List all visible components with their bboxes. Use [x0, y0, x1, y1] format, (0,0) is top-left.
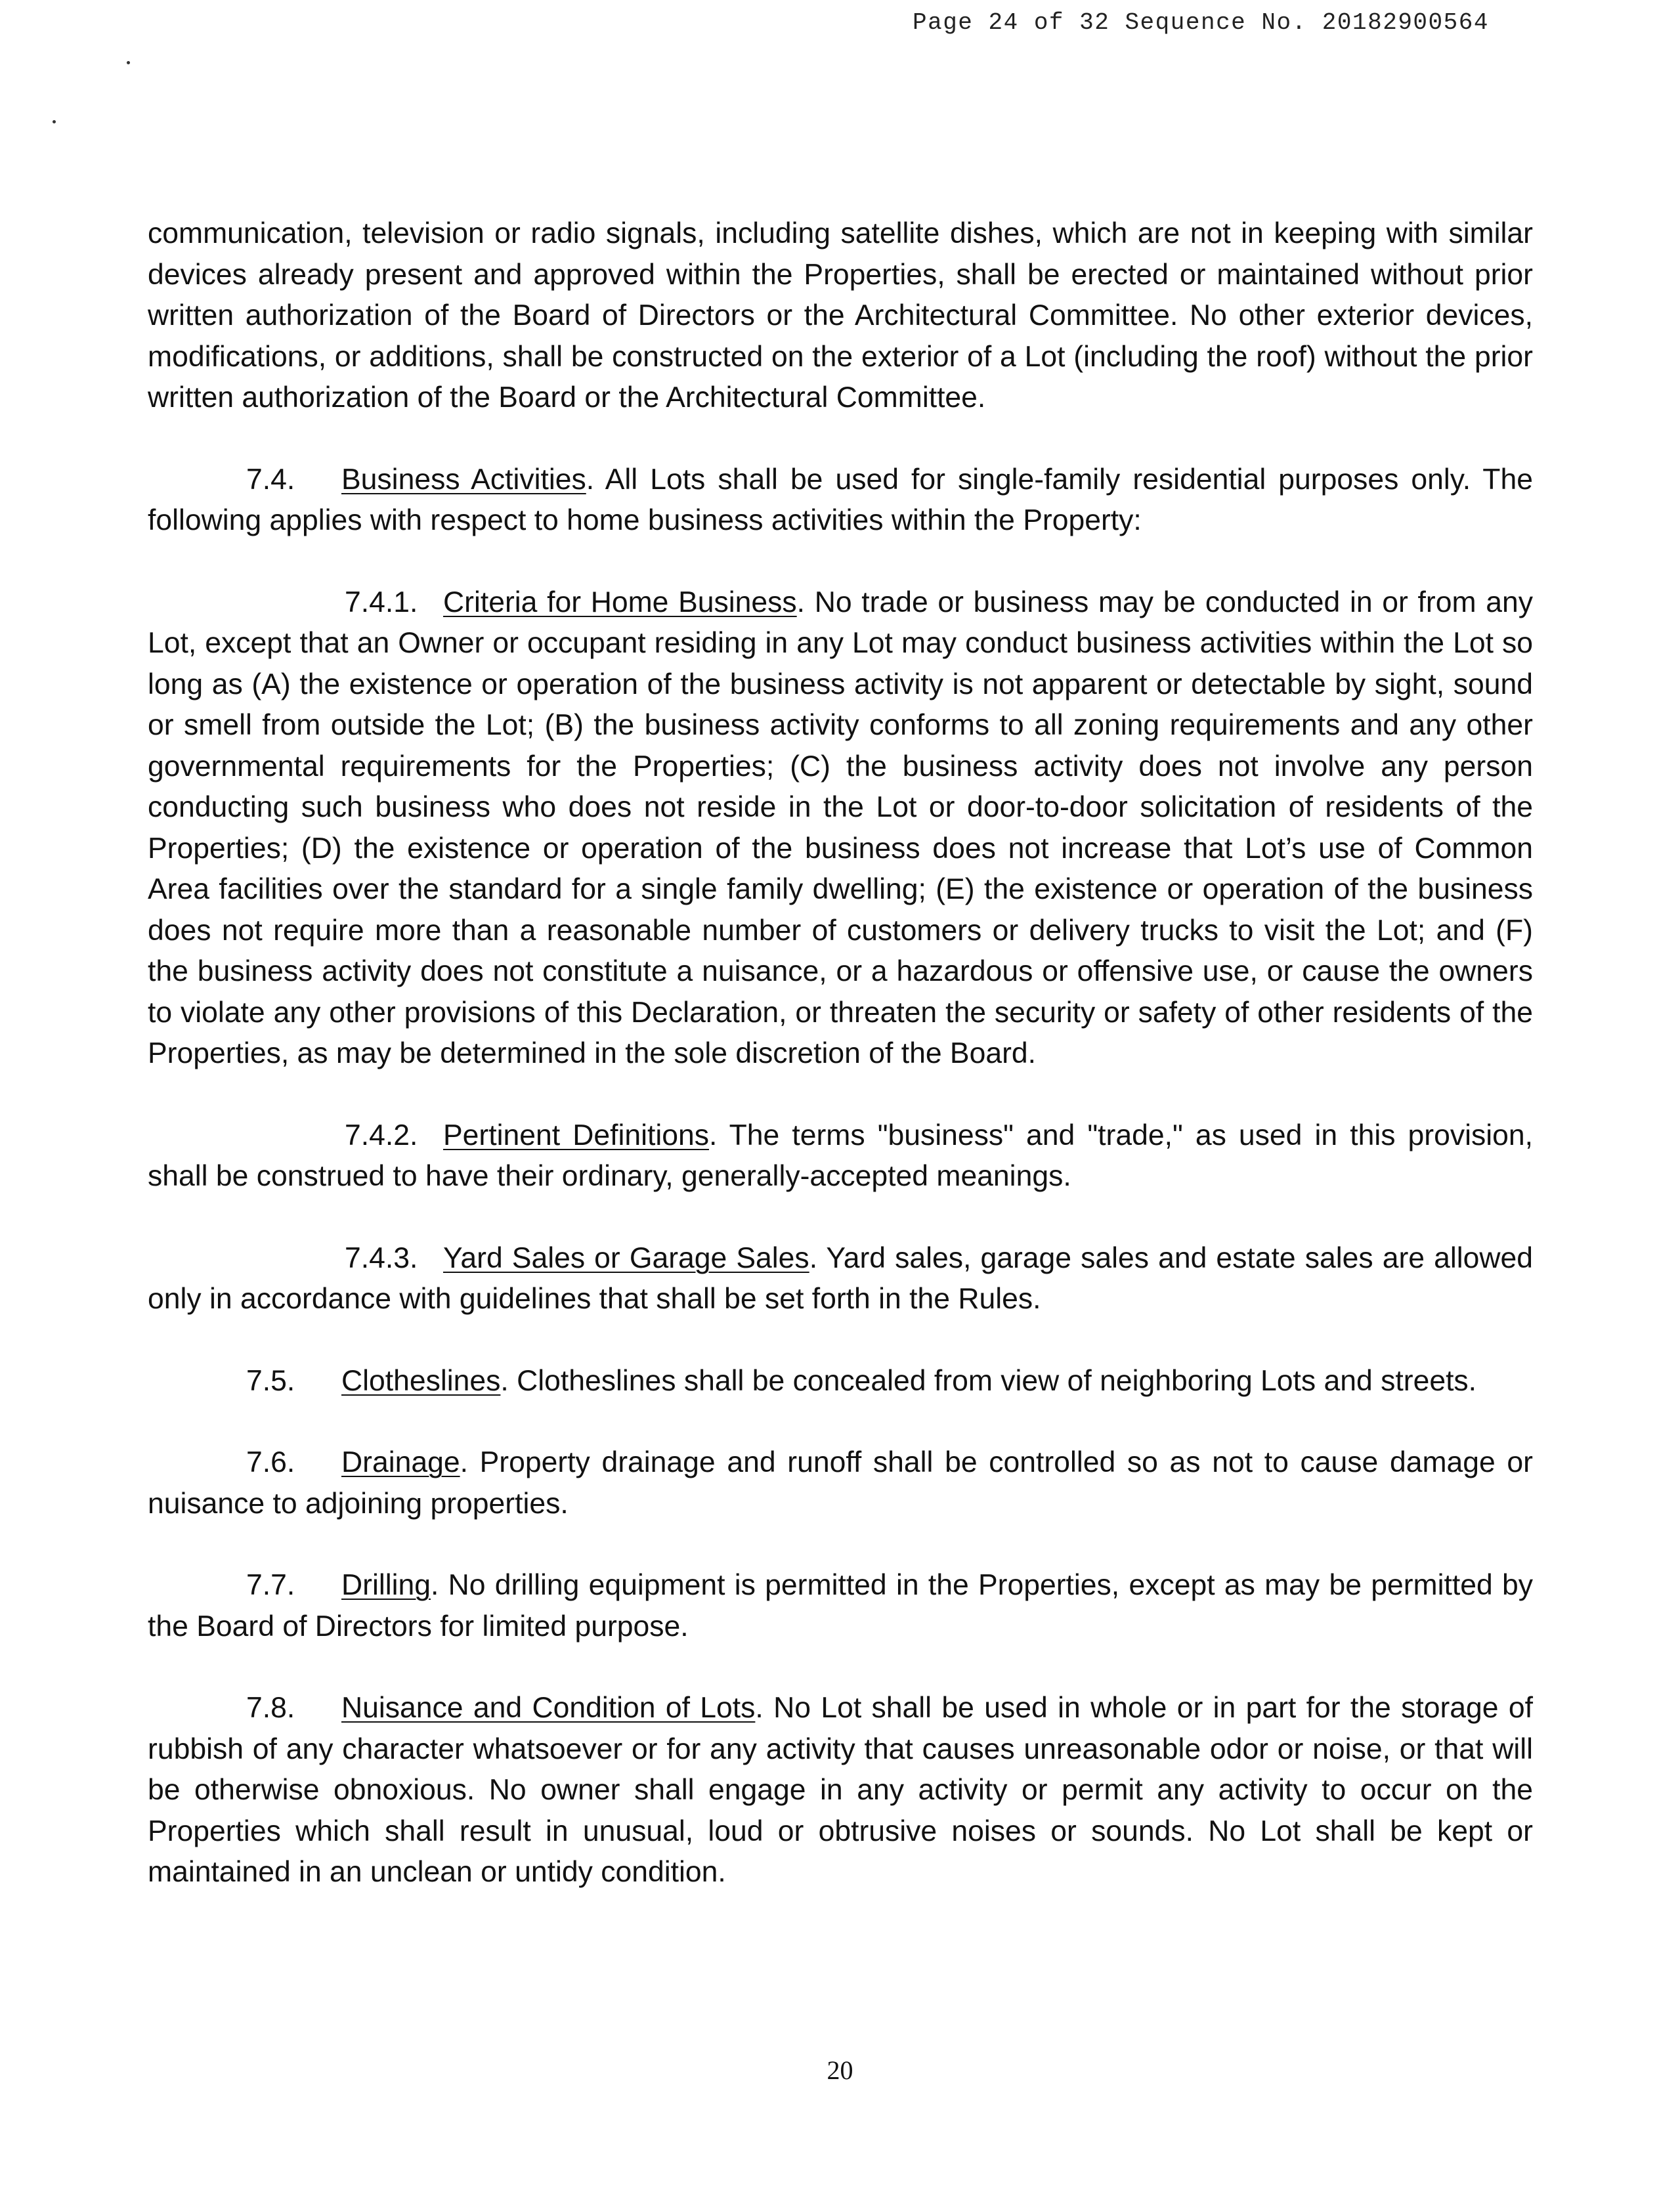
section-text: . Yard sales, garage sales and estate sales are allowed only in accordance with guidelines that shall be set forth in the Rules. [148, 1241, 1534, 1315]
section-heading: Drilling [341, 1569, 431, 1601]
page-sequence-header: Page 24 of 32 Sequence No. 20182900564 [913, 9, 1489, 36]
section-number: 7.8. [246, 1692, 295, 1724]
section-text: . No Lot shall be used in whole or in part for the storage of rubbish of any character whatsoever or for any activity that causes unreasonable odor or noise, or that will be otherwise obnoxious. No owner shall engage in any activity or permit any activity to occur on the Properties which shall result in unusual, loud or obtrusive noises or sounds. No Lot shall be kept or maintained in an unclean or untidy condition. [148, 1692, 1533, 1888]
section-text: . All Lots shall be used for single-family residential purposes only. The following applies with respect to home business activities within the Property: [148, 463, 1533, 536]
section-text: . Property drainage and runoff shall be controlled so as not to cause damage or nuisance to adjoining properties. [148, 1446, 1533, 1520]
scan-speck [127, 61, 130, 64]
section-number: 7.4. [246, 463, 295, 496]
section-text: . No drilling equipment is permitted in the Properties, except as may be permitted by the Board of Directors for limited purpose. [148, 1569, 1533, 1643]
section-7-4-3-yard-sales [148, 1238, 1533, 1320]
section-number: 7.7. [246, 1569, 295, 1601]
section-text: . The terms "business" and "trade," as used in this provision, shall be construed to have their ordinary, generally-accepted meanings. [148, 1119, 1533, 1192]
scan-speck [53, 120, 56, 123]
section-number: 7.5. [246, 1364, 295, 1397]
section-7-8-nuisance-condition-lots [148, 1688, 1533, 1893]
page-number: 20 [827, 2055, 853, 2085]
section-7-5-clotheslines [148, 1361, 1533, 1402]
document-body [148, 213, 1533, 1934]
paragraph-antenna-continuation [148, 213, 1533, 419]
section-heading: Business Activities [341, 463, 586, 496]
section-7-7-drilling [148, 1565, 1533, 1647]
section-number: 7.4.2. [345, 1119, 418, 1151]
section-heading: Criteria for Home Business [443, 586, 797, 618]
section-text: . No trade or business may be conducted in or from any Lot, except that an Owner or occupant residing in any Lot may conduct business activities within the Lot so long as (A) the existence or operation of the business activity is not apparent or detectable by sight, sound or smell from outside the Lot; (B) the business activity conforms to all zoning requirements and any other governmental requirements for the Properties; (C) the business activity does not involve any person conducting such business who does not reside in the Lot or door-to-door solicitation of residents of the Properties; (D) the existence or operation of the business does not increase that Lot’s use of Common Area facilities over the standard for a single family dwelling; (E) the existence or operation of the business does not require more than a reasonable number of customers or delivery trucks to visit the Lot; and (F) the business activity does not constitute a nuisance, or a hazardous or offensive use, or cause the owners to violate any other provisions of this Declaration, or threaten the security or safety of other residents of the Properties, as may be determined in the sole discretion of the Board. [148, 586, 1533, 1069]
section-number: 7.4.1. [345, 586, 418, 618]
section-7-4-1-criteria-home-business [148, 582, 1533, 1075]
section-7-6-drainage [148, 1442, 1533, 1524]
section-number: 7.4.3. [345, 1241, 418, 1274]
section-heading: Pertinent Definitions [443, 1119, 709, 1151]
section-text: . Clotheslines shall be concealed from view of neighboring Lots and streets. [500, 1364, 1477, 1397]
section-heading: Drainage [341, 1446, 460, 1478]
section-7-4-2-pertinent-definitions [148, 1115, 1533, 1197]
section-heading: Yard Sales or Garage Sales [443, 1241, 809, 1274]
paragraph-text: communication, television or radio signals, including satellite dishes, which are not in keeping with similar devices already present and approved within the Properties, shall be erected or maintained without prior written authorization of the Board of Directors or the Architectural Committee. No other exterior devices, modifications, or additions, shall be constructed on the exterior of a Lot (including the roof) without the prior written authorization of the Board or the Architectural Committee. [148, 217, 1533, 414]
section-number: 7.6. [246, 1446, 295, 1478]
section-heading: Nuisance and Condition of Lots [341, 1692, 756, 1724]
section-heading: Clotheslines [341, 1364, 501, 1397]
section-7-4-business-activities [148, 460, 1533, 542]
